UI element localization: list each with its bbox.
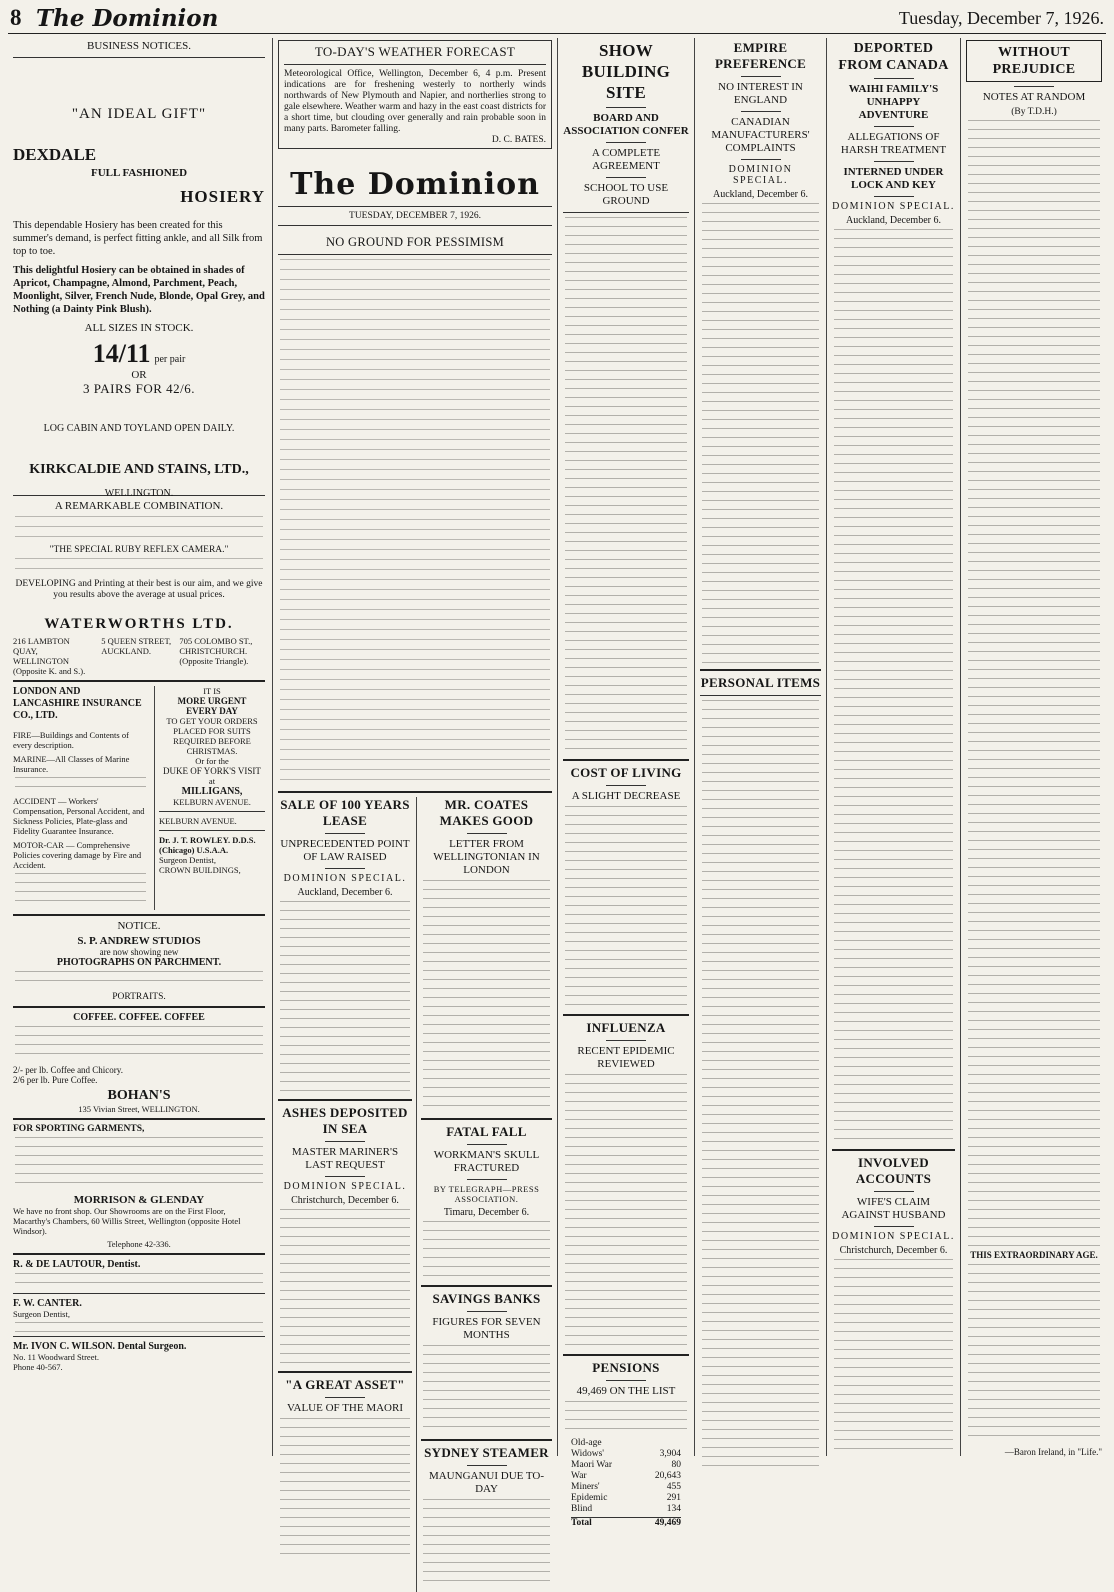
ad-line: MARINE—All Classes of Marine Insurance.	[13, 754, 130, 774]
ad-developing: DEVELOPING and Printing at their best is our aim, and we give you results above the average at usual prices.	[15, 579, 263, 600]
steamer-body-lines	[423, 1499, 550, 1589]
dentist-card-line: Phone 40-567.	[13, 1362, 63, 1372]
pensions-body-lines	[565, 1401, 687, 1435]
ad-description: This dependable Hosiery has been created for this summer's demand, is perfect fitting ankle, and all Silk from top to toe.	[13, 220, 263, 257]
pension-row	[571, 1471, 681, 1482]
pension-row	[571, 1460, 681, 1471]
address: 705 COLOMBO ST., CHRISTCHURCH. (Opposite Triangle).	[179, 636, 253, 666]
ad-heading: NOTICE.	[117, 920, 161, 932]
ashes-subheading: MASTER MARINER'S LAST REQUEST	[291, 1146, 399, 1171]
ashes-headline: ASHES DEPOSITED IN SEA	[282, 1105, 408, 1136]
ad-firm-name: S. P. ANDREW STUDIOS	[77, 935, 201, 947]
leader-body-lines	[280, 259, 550, 787]
ad-line: at	[208, 776, 216, 786]
pension-count: 455	[666, 1482, 681, 1492]
ad-body-lines	[15, 1026, 263, 1062]
card-body-lines	[15, 1273, 263, 1289]
ad-phone: Telephone 42-336.	[107, 1239, 171, 1249]
weather-signature: D. C. BATES.	[491, 135, 546, 145]
show-subheading: A COMPLETE AGREEMENT	[591, 147, 661, 172]
feature-section-heading: THIS EXTRAORDINARY AGE.	[970, 1250, 1098, 1260]
address: 216 LAMBTON QUAY, WELLINGTON (Opposite K. and S.).	[13, 636, 86, 676]
ashes-body-lines	[280, 1209, 410, 1367]
ad-firm-name: BOHAN'S	[107, 1088, 171, 1103]
empire-byline: DOMINION SPECIAL.	[728, 164, 793, 186]
ashes-byline: DOMINION SPECIAL.	[283, 1181, 407, 1192]
pension-category: Miners'	[571, 1482, 600, 1492]
fatal-body-lines	[423, 1221, 550, 1281]
issue-date: Tuesday, December 7, 1926.	[898, 8, 1104, 28]
ad-heading: FOR SPORTING GARMENTS,	[13, 1124, 145, 1134]
coates-headline: MR. COATES MAKES GOOD	[439, 797, 534, 828]
ad-body-lines	[15, 777, 146, 793]
ad-product: HOSIERY	[180, 187, 265, 206]
hosiery-advertisement	[13, 106, 265, 499]
column-business-notices	[8, 38, 270, 1456]
steamer-headline: SYDNEY STEAMER	[424, 1445, 549, 1460]
lease-headline: SALE OF 100 YEARS LEASE	[280, 797, 410, 828]
involved-headline: INVOLVED ACCOUNTS	[855, 1155, 932, 1186]
dentist-card: R. & DE LAUTOUR, Dentist.	[13, 1259, 141, 1270]
deported-dateline: Auckland, December 6.	[846, 215, 941, 226]
column-news-3	[558, 38, 694, 1528]
feature-heading-box	[966, 40, 1102, 82]
pension-total-label: Total	[571, 1518, 592, 1528]
card-body-lines	[15, 1322, 263, 1332]
ad-body-lines	[15, 1137, 263, 1191]
ad-line: MOTOR-CAR — Comprehensive Policies covering damage by Fire and Accident.	[13, 840, 142, 870]
ad-line: ACCIDENT — Workers' Compensation, Personal Accident, and Sickness Policies, Plate-glass and Fidelity Guarantee Insurance.	[13, 796, 145, 836]
lease-subheading: UNPRECEDENTED POINT OF LAW RAISED	[280, 838, 410, 863]
ad-price-line: 2/6 per lb. Pure Coffee.	[13, 1075, 98, 1085]
ad-line: PORTRAITS.	[112, 992, 166, 1002]
pension-category: War	[571, 1471, 587, 1481]
fatal-subheading: WORKMAN'S SKULL FRACTURED	[433, 1149, 540, 1174]
page-number: 8	[10, 5, 22, 30]
ad-line: IT IS	[203, 686, 221, 696]
pension-count: 291	[666, 1493, 681, 1503]
feature-body-lines	[968, 1264, 1100, 1444]
dentist-card: F. W. CANTER.	[13, 1298, 82, 1309]
ad-note: We have no front shop. Our Showrooms are on the First Floor, Macarthy's Chambers, 60 Willis Street, Wellington (opposite Hotel Windsor).	[13, 1206, 241, 1236]
coates-body-lines	[423, 880, 550, 1114]
fatal-headline: FATAL FALL	[446, 1124, 527, 1139]
pension-category: Maori War	[571, 1460, 613, 1470]
ad-opening-notice: LOG CABIN AND TOYLAND OPEN DAILY.	[43, 423, 235, 434]
ad-line: KELBURN AVENUE.	[159, 816, 237, 826]
pension-row	[571, 1493, 681, 1504]
ad-line: are now showing new	[99, 947, 179, 957]
ad-sizes: ALL SIZES IN STOCK.	[84, 322, 194, 334]
weather-heading: TO-DAY'S WEATHER FORECAST	[314, 44, 516, 59]
involved-subheading: WIFE'S CLAIM AGAINST HUSBAND	[841, 1196, 946, 1221]
show-subheading: BOARD AND ASSOCIATION CONFER	[563, 112, 689, 137]
pension-count: 20,643	[654, 1471, 681, 1481]
column-news-5	[827, 38, 960, 1456]
influenza-headline: INFLUENZA	[586, 1020, 666, 1035]
ad-firm-name: MORRISON & GLENDAY	[73, 1194, 205, 1206]
savings-headline: SAVINGS BANKS	[432, 1291, 541, 1306]
ad-price: 14/11	[92, 339, 151, 368]
asset-headline: "A GREAT ASSET"	[285, 1377, 405, 1392]
asset-body-lines	[280, 1418, 410, 1562]
lease-body-lines	[280, 901, 410, 1095]
ad-heading: COFFEE. COFFEE. COFFEE	[73, 1012, 205, 1023]
deported-byline: DOMINION SPECIAL.	[832, 201, 955, 212]
professional-cards	[13, 1259, 265, 1372]
paper-title: The Dominion	[290, 167, 540, 202]
ad-line: TO GET YOUR ORDERS PLACED FOR SUITS REQUIRED BEFORE CHRISTMAS.	[166, 716, 258, 756]
savings-body-lines	[423, 1345, 550, 1435]
empire-subheading: NO INTEREST IN ENGLAND	[718, 81, 803, 106]
paper-name: The Dominion	[36, 5, 219, 32]
lease-dateline: Auckland, December 6.	[297, 887, 393, 898]
ad-line: PHOTOGRAPHS ON PARCHMENT.	[56, 957, 222, 968]
ad-address: 135 Vivian Street, WELLINGTON.	[78, 1104, 200, 1114]
savings-subheading: FIGURES FOR SEVEN MONTHS	[432, 1316, 541, 1341]
column-editorial	[273, 38, 557, 1495]
influenza-subheading: RECENT EPIDEMIC REVIEWED	[577, 1045, 675, 1070]
dentist-card-line: Surgeon Dentist,	[13, 1309, 70, 1319]
living-headline: COST OF LIVING	[570, 765, 682, 780]
deported-subheading: ALLEGATIONS OF HARSH TREATMENT	[840, 131, 947, 156]
involved-body-lines	[834, 1259, 953, 1449]
steamer-subheading: MAUNGANUI DUE TO-DAY	[428, 1470, 545, 1495]
ad-firm-name: LONDON AND LANCASHIRE INSURANCE CO., LTD.	[13, 686, 142, 721]
show-body-lines	[565, 217, 687, 755]
ad-price-line: 2/- per lb. Coffee and Chicory.	[13, 1065, 123, 1075]
ad-line: Or for the	[195, 756, 229, 766]
empire-dateline: Auckland, December 6.	[713, 189, 808, 200]
pension-count: 134	[666, 1504, 681, 1514]
ad-line: DUKE OF YORK'S VISIT	[163, 766, 261, 776]
pension-row	[571, 1504, 681, 1515]
feature-signature: —Baron Ireland, in "Life."	[1004, 1447, 1102, 1457]
ad-body-lines	[15, 971, 263, 989]
sporting-advertisement	[13, 1124, 265, 1249]
dentist-card-line: Surgeon Dentist,	[159, 855, 216, 865]
feature-headline: WITHOUT PREJUDICE	[992, 45, 1076, 77]
camera-name: "THE SPECIAL RUBY REFLEX CAMERA."	[49, 545, 229, 555]
editorial-subcolumns	[278, 797, 552, 1592]
ad-or: OR	[131, 369, 147, 381]
studio-advertisement	[13, 920, 265, 1002]
insurance-advertisement	[13, 686, 148, 910]
feature-byline: (By T.D.H.)	[1011, 107, 1057, 117]
coates-subheading: LETTER FROM WELLINGTONIAN IN LONDON	[433, 838, 540, 876]
ad-line: MILLIGANS,	[181, 786, 243, 797]
deported-headline: DEPORTED FROM CANADA	[838, 41, 949, 73]
pension-count: 80	[671, 1460, 681, 1470]
ad-offer: 3 PAIRS FOR 42/6.	[82, 381, 196, 396]
feature-subheading: NOTES AT RANDOM	[982, 91, 1086, 103]
personal-body-lines	[702, 700, 819, 1470]
ad-body-lines	[15, 873, 146, 907]
ad-shades: This delightful Hosiery can be obtained in shades of Apricot, Champagne, Almond, Parchment, Peach, Moonlight, Silver, French Nude, Blonde, Opal Grey, and Nothing (a Dainty Pink Blush).	[13, 265, 265, 315]
camera-advertisement	[13, 500, 265, 612]
weather-forecast-box	[278, 40, 552, 149]
lease-byline: DOMINION SPECIAL.	[283, 873, 407, 884]
pension-count: 3,904	[659, 1449, 681, 1459]
deported-subheading: INTERNED UNDER LOCK AND KEY	[843, 166, 944, 191]
ad-heading: A REMARKABLE COMBINATION.	[54, 500, 224, 512]
advertisement-row	[13, 686, 265, 910]
weather-text: Meteorological Office, Wellington, December 6, 4 p.m. Present indications are for freshening westerly to northerly winds northwards of New Plymouth and Napier, and northerlies strong to gale elsewhere. Weather warm and hazy in the east coast districts for a short time, but clouding over generally and rain probable soon in many parts. Barometer falling.	[284, 69, 546, 134]
column-without-prejudice	[961, 38, 1107, 1456]
ad-quote: "AN IDEAL GIFT"	[71, 106, 207, 122]
deported-body-lines	[834, 229, 953, 1145]
leader-headline: NO GROUND FOR PESSIMISM	[325, 235, 505, 249]
ad-addresses	[13, 636, 265, 676]
influenza-body-lines	[565, 1074, 687, 1350]
ad-line: FIRE—Buildings and Contents of every description.	[13, 730, 129, 750]
show-subheading: SCHOOL TO USE GROUND	[583, 182, 669, 207]
involved-byline: DOMINION SPECIAL.	[832, 1231, 955, 1242]
pension-row	[571, 1482, 681, 1493]
tailoring-advertisement	[154, 686, 265, 910]
empire-headline: EMPIRE PREFERENCE	[714, 40, 807, 71]
ad-firm-name: KIRKCALDIE AND STAINS, LTD.,	[29, 462, 249, 477]
coffee-advertisement	[13, 1012, 265, 1114]
ad-brand: DEXDALE	[13, 145, 97, 164]
pension-row	[571, 1449, 681, 1460]
pension-row	[571, 1438, 681, 1449]
column-news-4	[695, 38, 826, 1456]
subcolumn-left	[278, 797, 416, 1592]
ad-line: EVERY DAY	[186, 706, 238, 716]
ad-price-unit: per pair	[154, 354, 186, 365]
dentist-card: Dr. J. T. ROWLEY. D.D.S. (Chicago) U.S.A.A.	[159, 835, 256, 855]
pension-category: Blind	[571, 1504, 593, 1514]
feature-body-lines	[968, 120, 1100, 1246]
ad-firm-name: WATERWORTHS LTD.	[44, 616, 234, 632]
section-heading: BUSINESS NOTICES.	[87, 40, 191, 52]
pension-category: Old-age	[571, 1438, 602, 1448]
ad-subtitle: FULL FASHIONED	[90, 167, 188, 179]
pensions-headline: PENSIONS	[592, 1360, 660, 1375]
pensions-subheading: 49,469 ON THE LIST	[576, 1385, 676, 1397]
pension-total-value: 49,469	[654, 1518, 681, 1528]
dentist-card: Mr. IVON C. WILSON. Dental Surgeon.	[13, 1341, 187, 1352]
empire-subheading: CANADIAN MANUFACTURERS' COMPLAINTS	[711, 116, 810, 154]
ad-line: KELBURN AVENUE.	[173, 797, 251, 807]
subcolumn-right	[416, 797, 552, 1592]
fatal-dateline: Timaru, December 6.	[443, 1207, 530, 1218]
dentist-card-line: No. 11 Woodward Street.	[13, 1352, 99, 1362]
pension-total-row	[571, 1517, 681, 1529]
living-subheading: A SLIGHT DECREASE	[571, 790, 681, 802]
asset-subheading: VALUE OF THE MAORI	[286, 1402, 403, 1414]
ad-line: MORE URGENT	[177, 696, 247, 706]
show-headline: SHOW BUILDING SITE	[581, 41, 671, 102]
deported-subheading: WAIHI FAMILY'S UNHAPPY ADVENTURE	[848, 83, 939, 121]
pension-category: Widows'	[571, 1449, 604, 1459]
paper-date: TUESDAY, DECEMBER 7, 1926.	[349, 211, 481, 221]
ad-body-lines	[15, 558, 263, 576]
living-body-lines	[565, 806, 687, 1010]
ashes-dateline: Christchurch, December 6.	[291, 1195, 399, 1206]
personal-headline: PERSONAL ITEMS	[700, 675, 821, 690]
involved-dateline: Christchurch, December 6.	[839, 1245, 948, 1256]
pension-category: Epidemic	[571, 1493, 608, 1503]
fatal-byline: BY TELEGRAPH—PRESS ASSOCIATION.	[433, 1184, 540, 1204]
empire-body-lines	[702, 203, 819, 665]
ad-body-lines	[15, 516, 263, 542]
pensions-table	[571, 1438, 681, 1529]
page-masthead	[8, 4, 1106, 34]
dentist-card-line: CROWN BUILDINGS,	[159, 865, 241, 875]
ad-firm-town: WELLINGTON.	[104, 488, 174, 499]
address: 5 QUEEN STREET, AUCKLAND.	[101, 636, 172, 656]
